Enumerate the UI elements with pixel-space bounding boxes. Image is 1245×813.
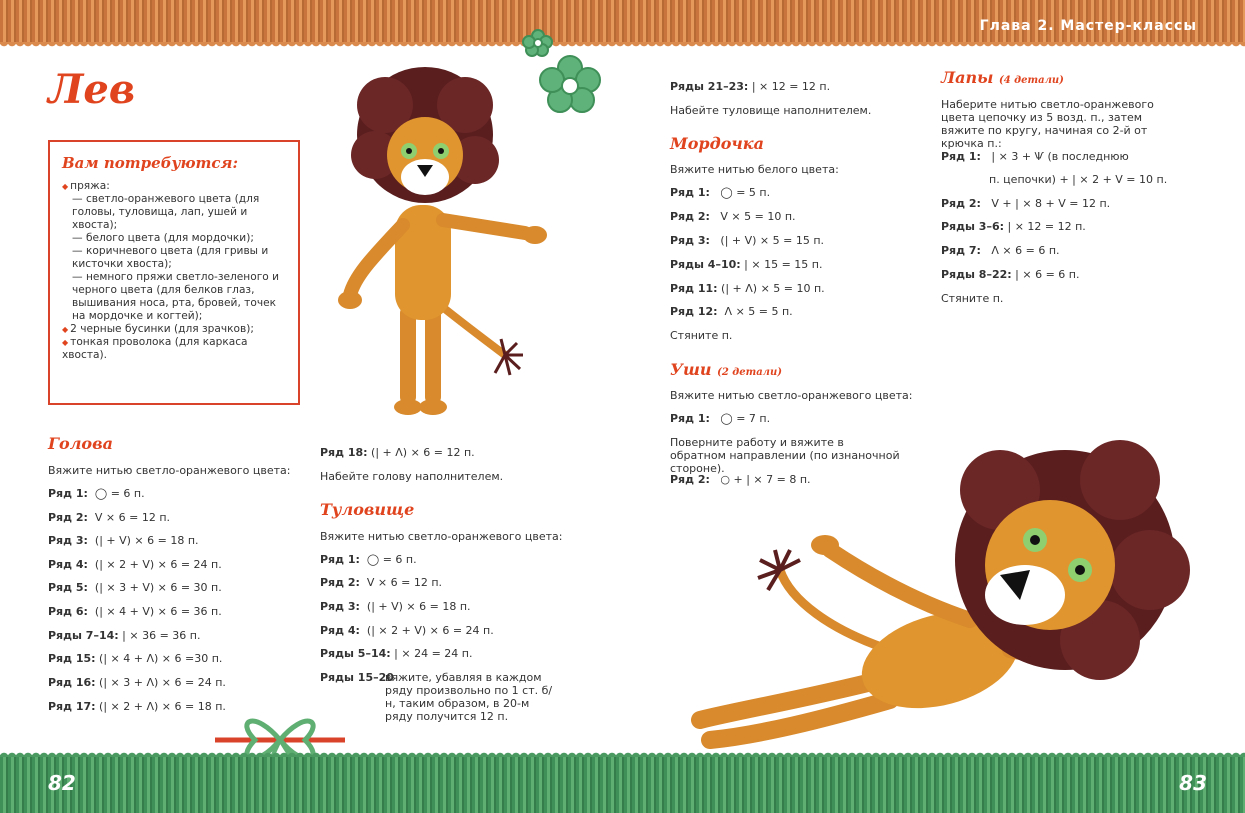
body-row-21-23: Ряды 21–23: | × 12 = 12 п. — [670, 80, 831, 93]
body-intro: Вяжите нитью светло-оранжевого цвета: — [320, 530, 563, 543]
materials-list — [62, 180, 286, 362]
materials-box — [48, 140, 300, 405]
muzzle-row: Ряд 1: ◯ = 5 п. — [670, 186, 771, 199]
head-row: Ряд 15: (| × 4 + Λ) × 6 =30 п. — [48, 652, 223, 665]
head-row: Ряд 5: (| × 3 + V) × 6 = 30 п. — [48, 581, 222, 594]
page-number-right: 83 — [1179, 771, 1207, 795]
ears-note: Поверните работу и вяжите в обратном направлении (по изнаночной стороне). — [670, 436, 900, 475]
body-row: Ряды 5–14: | × 24 = 24 п. — [320, 647, 473, 660]
chapter-header: Глава 2. Мастер-классы — [979, 18, 1197, 34]
head-row: Ряд 2: V × 6 = 12 п. — [48, 511, 171, 524]
bullet-icon: ◆ — [62, 338, 69, 347]
paws-row: Ряды 3–6: | × 12 = 12 п. — [941, 220, 1086, 233]
materials-item: ◆ 2 черные бусинки (для зрачков); — [62, 323, 254, 335]
body-row: Ряд 1: ◯ = 6 п. — [320, 553, 417, 566]
muzzle-intro: Вяжите нитью белого цвета: — [670, 163, 839, 176]
section-heading-paws: Лапы (4 детали) — [941, 68, 1064, 87]
materials-item: ◆ тонкая проволока (для каркаса хвоста). — [62, 336, 248, 361]
paws-row: Ряды 8–22: | × 6 = 6 п. — [941, 268, 1080, 281]
body-stuff-note: Набейте туловище наполнителем. — [670, 104, 872, 117]
head-stuff-note: Набейте голову наполнителем. — [320, 470, 504, 483]
muzzle-row: Ряды 4–10: | × 15 = 15 п. — [670, 258, 823, 271]
head-row: Ряд 4: (| × 2 + V) × 6 = 24 п. — [48, 558, 222, 571]
page-number-left: 82 — [48, 771, 76, 795]
head-row: Ряд 1: ◯ = 6 п. — [48, 487, 145, 500]
bullet-icon: ◆ — [62, 325, 69, 334]
head-row: Ряд 6: (| × 4 + V) × 6 = 36 п. — [48, 605, 222, 618]
materials-item: — белого цвета (для мордочки); — [72, 232, 254, 244]
materials-item: — немного пряжи светло-зеленого и черного цвета (для белков глаз, вышивания носа, рта, бровей, точек на мордочке и когтей); — [72, 271, 280, 322]
paws-note: Стяните п. — [941, 292, 1004, 305]
ears-row: Ряд 1: ◯ = 7 п. — [670, 412, 771, 425]
head-row: Ряд 3: (| + V) × 6 = 18 п. — [48, 534, 199, 547]
muzzle-row: Ряд 11: (| + Λ) × 5 = 10 п. — [670, 282, 825, 295]
head-row: Ряд 16: (| × 3 + Λ) × 6 = 24 п. — [48, 676, 226, 689]
head-row: Ряд 17: (| × 2 + Λ) × 6 = 18 п. — [48, 700, 226, 713]
body-row: Ряд 4: (| × 2 + V) × 6 = 24 п. — [320, 624, 494, 637]
section-heading-head: Голова — [48, 434, 113, 453]
muzzle-note: Стяните п. — [670, 329, 733, 342]
paws-intro: Наберите нитью светло-оранжевого цвета цепочку из 5 возд. п., затем вяжите по кругу, начиная со 2-й от крючка п.: — [941, 98, 1154, 150]
paws-row-continued: п. цепочки) + | × 2 + V = 10 п. — [989, 173, 1168, 186]
ears-intro: Вяжите нитью светло-оранжевого цвета: — [670, 389, 913, 402]
section-heading-muzzle: Мордочка — [670, 134, 764, 153]
head-row: Ряды 7–14: | × 36 = 36 п. — [48, 629, 201, 642]
head-row-18: Ряд 18: (| + Λ) × 6 = 12 п. — [320, 446, 475, 459]
materials-item: ◆ пряжа: — [62, 180, 110, 192]
paws-row: Ряд 7: Λ × 6 = 6 п. — [941, 244, 1060, 257]
body-row-15-20: Ряды 15–20 — [320, 671, 394, 684]
head-intro: Вяжите нитью светло-оранжевого цвета: — [48, 464, 291, 477]
bullet-icon: ◆ — [62, 182, 69, 191]
body-row: Ряд 2: V × 6 = 12 п. — [320, 576, 443, 589]
section-heading-ears: Уши (2 детали) — [670, 360, 782, 379]
paws-row: Ряд 1: | × 3 + Ѱ (в последнюю — [941, 150, 1129, 163]
muzzle-row: Ряд 2: V × 5 = 10 п. — [670, 210, 796, 223]
ears-row: Ряд 2: ○ + | × 7 = 8 п. — [670, 473, 811, 486]
materials-heading: Вам потребуются: — [62, 154, 239, 172]
reclining-lion-toy-image — [680, 400, 1220, 760]
standing-lion-toy-image — [325, 55, 560, 425]
muzzle-row: Ряд 12: Λ × 5 = 5 п. — [670, 305, 793, 318]
body-row-15-20-text: вяжите, убавляя в каждом ряду произвольно по 1 ст. б/н, таким образом, в 20-м ряду получится 12 п. — [385, 671, 553, 723]
muzzle-row: Ряд 3: (| + V) × 5 = 15 п. — [670, 234, 825, 247]
page-title: Лев — [48, 66, 136, 113]
body-row: Ряд 3: (| + V) × 6 = 18 п. — [320, 600, 471, 613]
paws-row: Ряд 2: V + | × 8 + V = 12 п. — [941, 197, 1111, 210]
materials-item: — коричневого цвета (для гривы и кисточки хвоста); — [72, 245, 269, 270]
materials-item: — светло-оранжевого цвета (для головы, туловища, лап, ушей и хвоста); — [72, 193, 260, 231]
section-heading-body: Туловище — [320, 500, 415, 519]
knitted-bottom-border — [0, 755, 1245, 813]
